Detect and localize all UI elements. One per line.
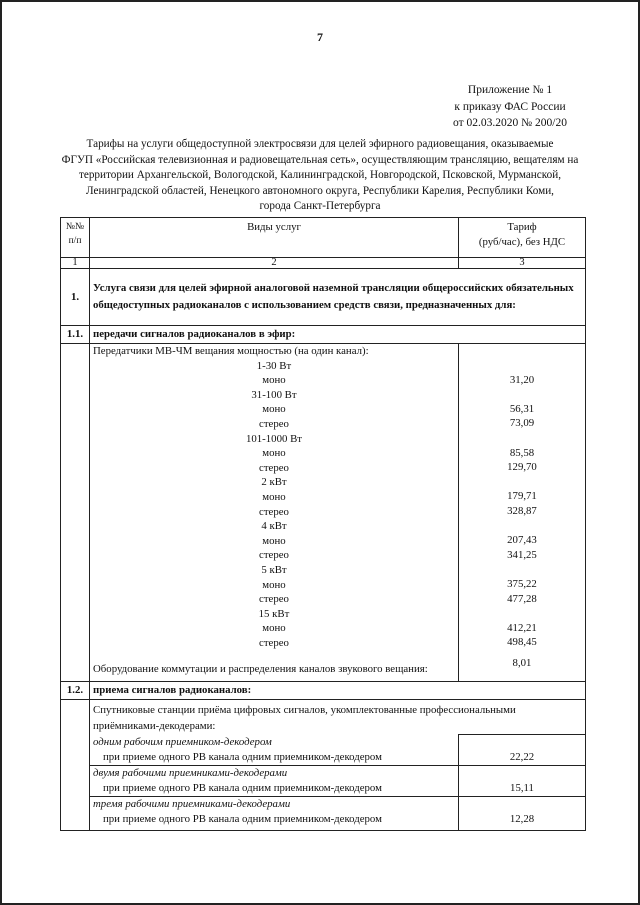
- receiver-group: [90, 735, 459, 766]
- receiver-group: [90, 765, 459, 796]
- list-item: 15 кВт: [258, 607, 290, 620]
- tariff-value: 328,87: [507, 504, 537, 517]
- tariff-value: 73,09: [509, 417, 535, 430]
- empty-cell: [61, 700, 90, 831]
- list-item: моно: [262, 490, 286, 503]
- receiver-group-row: [61, 796, 586, 830]
- tariff-value: [462, 519, 582, 534]
- subsection-title: приема сигналов радиоканалов:: [90, 682, 586, 700]
- list-item: 1-30 Вт: [256, 359, 292, 372]
- transmitter-values: [459, 344, 586, 682]
- header-tariff-line: (руб/час), без НДС: [478, 236, 566, 248]
- tariff-value: 477,28: [507, 592, 537, 605]
- list-item: моно: [262, 403, 286, 416]
- list-item: стерео: [259, 461, 289, 474]
- list-item: 5 кВт: [261, 563, 287, 576]
- transmitters-row: [61, 344, 586, 682]
- list-item: 31-100 Вт: [251, 388, 297, 401]
- subsection-number: 1.2.: [61, 682, 90, 700]
- list-item: стерео: [259, 505, 289, 518]
- satellite-intro: Спутниковые станции приёма цифровых сигналов, укомплектованные профессиональными приёмниками-декодерами:: [90, 700, 586, 735]
- appendix-line: к приказу ФАС России: [454, 100, 566, 113]
- column-number: 3: [459, 258, 586, 269]
- group-heading: двумя рабочими приемниками-декодерами: [93, 766, 288, 779]
- list-item: 2 кВт: [261, 476, 287, 489]
- page-number: 7: [317, 30, 323, 44]
- column-number: 2: [90, 258, 459, 269]
- tariff-value: 56,31: [509, 402, 535, 415]
- transmitters-list: [90, 344, 459, 682]
- tariff-value: 85,58: [509, 446, 535, 459]
- satellite-intro-row: [61, 700, 586, 735]
- list-item: стерео: [259, 417, 289, 430]
- list-item: стерео: [259, 549, 289, 562]
- list-item: моно: [262, 622, 286, 635]
- header-tariff-line: Тариф: [507, 221, 537, 233]
- tariff-value: [462, 475, 582, 490]
- tariff-value: [462, 606, 582, 621]
- subsection-row: [61, 682, 586, 700]
- tariff-value: 498,45: [507, 636, 537, 649]
- list-item: моно: [262, 578, 286, 591]
- list-item: стерео: [259, 636, 289, 649]
- section-title: Услуга связи для целей эфирной аналоговой наземной трансляции общероссийских обязательных общедоступных радиоканалов с использованием средств связи, предназначенных для:: [90, 269, 586, 326]
- appendix-line: от 02.03.2020 № 200/20: [453, 117, 567, 129]
- receiver-group: [90, 796, 459, 830]
- tariff-value: 22,22: [459, 735, 586, 766]
- title-line: Ленинградской областей, Ненецкого автономного округа, Республики Карелия, Республики Коми,: [86, 184, 554, 197]
- tariff-value: [462, 387, 582, 402]
- tariff-value: 341,25: [507, 548, 537, 561]
- tariff-value: 129,70: [507, 461, 537, 474]
- group-label: при приеме одного РВ канала одним приемником-декодером: [103, 812, 382, 825]
- title-line: ФГУП «Российская телевизионная и радиовещательная сеть», осуществляющим трансляцию, вещателям на: [61, 153, 579, 166]
- tariff-value: [462, 562, 582, 577]
- section-row: [61, 269, 586, 326]
- list-item: стерео: [259, 593, 289, 606]
- title-line: Тарифы на услуги общедоступной электросвязи для целей эфирного радиовещания, оказываемые: [86, 138, 554, 150]
- tariff-value: [462, 431, 582, 446]
- column-number: 1: [61, 258, 90, 269]
- section-number: 1.: [61, 269, 90, 326]
- list-item: моно: [262, 374, 286, 387]
- subsection-number: 1.1.: [61, 326, 90, 344]
- tariff-value: 179,71: [507, 490, 537, 503]
- list-intro: Передатчики МВ-ЧМ вещания мощностью (на один канал):: [93, 345, 369, 357]
- tariff-value: 15,11: [459, 765, 586, 796]
- subsection-row: [61, 326, 586, 344]
- equipment-value: 8,01: [512, 656, 532, 669]
- list-item: 4 кВт: [261, 520, 287, 533]
- group-heading: тремя рабочими приемниками-декодерами: [93, 797, 291, 810]
- tariff-value: 12,28: [459, 796, 586, 830]
- header-service: Виды услуг: [90, 218, 459, 258]
- empty-cell: [61, 344, 90, 682]
- column-number-row: [61, 258, 586, 269]
- document-title: [40, 137, 600, 215]
- header-tariff: [459, 218, 586, 258]
- header-num: №№ п/п: [61, 218, 90, 258]
- equipment-label: Оборудование коммутации и распределения каналов звукового вещания:: [93, 663, 428, 676]
- tariff-value: [462, 358, 582, 373]
- receiver-group-row: [61, 735, 586, 766]
- subsection-title: передачи сигналов радиоканалов в эфир:: [90, 326, 586, 344]
- tariff-value: 207,43: [507, 534, 537, 547]
- title-line: города Санкт-Петербурга: [259, 200, 381, 212]
- receiver-group-row: [61, 765, 586, 796]
- list-item: 101-1000 Вт: [245, 432, 302, 445]
- group-label: при приеме одного РВ канала одним приемником-декодером: [103, 781, 382, 794]
- tariff-value: 375,22: [507, 577, 537, 590]
- appendix-reference: [430, 82, 590, 132]
- group-heading: одним рабочим приемником-декодером: [93, 735, 272, 748]
- list-item: моно: [262, 534, 286, 547]
- table-header-row: [61, 218, 586, 258]
- list-item: моно: [262, 447, 286, 460]
- group-label: при приеме одного РВ канала одним приемником-декодером: [103, 750, 382, 763]
- appendix-line: Приложение № 1: [467, 84, 553, 96]
- title-line: территории Архангельской, Вологодской, Калининградской, Новгородской, Псковской, Мурманской,: [78, 169, 562, 181]
- tariff-table: [60, 217, 586, 831]
- tariff-value: 31,20: [509, 373, 535, 386]
- tariff-value: 412,21: [507, 621, 537, 634]
